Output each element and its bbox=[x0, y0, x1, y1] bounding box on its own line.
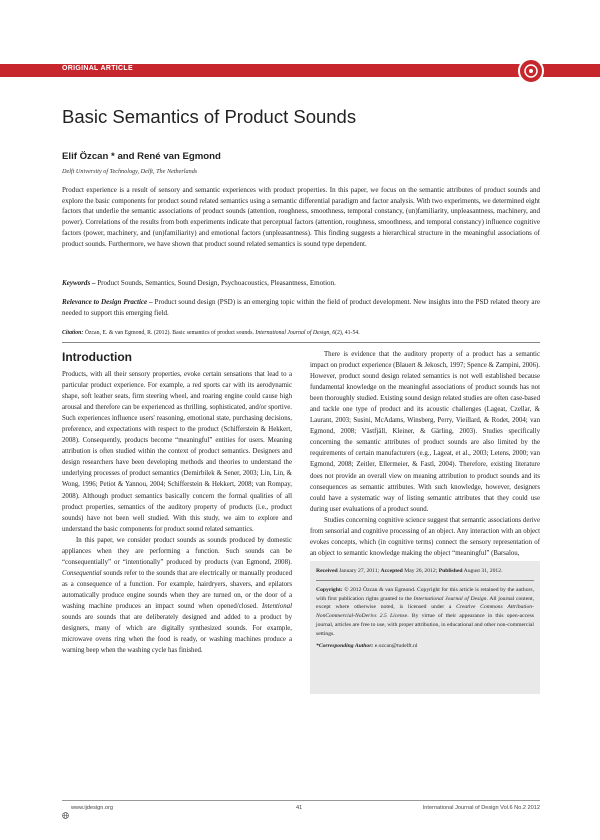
intro-p2-emphasis-intentional: Intentional bbox=[261, 602, 292, 610]
intro-paragraph-2 bbox=[62, 535, 292, 657]
introduction-heading: Introduction bbox=[62, 350, 132, 364]
page-number: 41 bbox=[296, 805, 303, 811]
relevance-label: Relevance to Design Practice – bbox=[62, 298, 153, 306]
intro-paragraph-1: Products, with all their sensory properties, evoke certain sensations that lead to a particular product experience. For example, a red sports car with its aerodynamic shape, soft leather seats, firm steering wheel, and roaring engine could cause high arousal and therefore can be experienced as thrilling, sophisticated, and/or sportive. Such experiences influence users' reasoning, emotional state, purchasing decisions, preference, and expectations with respect to the product (Schifferstein & Hekkert, 2008). Consequently, products become “meaningful” entities for users. Meaning attribution is often studied within the context of product semantics. Designers and design researchers have been developing methods and theories to understand the underlying processes of product semantics (Demirbilek & Sener, 2003; Lin, Lin, & Wong, 1996; Petiot & Yannou, 2004; Schifferstein & Hekkert, 2008; van Rompay, 2008). Although product semantics basically concern the formal qualities of all product properties, semantics of the auditory property of products (i.e., product sounds) have not been well studied. With this study, we aim to explore and understand the basic components for product sound related semantics. bbox=[62, 371, 292, 533]
license-link[interactable]: Creative Commons Attribution-NonCommercial-NoDerivs 2.5 License bbox=[316, 604, 534, 619]
intro-p2-part-a: In this paper, we consider product sounds as sounds produced by domestic appliances when they are performing a function. Such sounds can be “consequentially” or “intentionally” produced by products (van Egmond, 2008). bbox=[62, 536, 292, 566]
author-affiliation: Delft University of Technology, Delft, The Netherlands bbox=[62, 168, 198, 175]
journal-issue: International Journal of Design Vol.6 No.2 2012 bbox=[422, 805, 540, 811]
relevance-to-design-practice bbox=[62, 297, 540, 318]
intro-p2-emphasis-consequential: Consequential bbox=[62, 569, 102, 577]
article-type-label: ORIGINAL ARTICLE bbox=[62, 65, 133, 72]
intro-paragraph-3: There is evidence that the auditory property of a product has a semantic impact on product experience (Blauert & Jekosch, 1997; Spence & Zampini, 2006). However, product sound design related semantics is not well established because fundamental knowledge on the meaningful associations of product sounds has not been thoroughly studied. Existing sound design related studies are often case-based and tackle one type of product and its acoustic challenges (Lageat, Czellar, & Laurant, 2003; Susini, McAdams, Winsberg, Perry, Vieillard, & Rodet, 2004; van Egmond, 2008; Västfjäll, Kleiner, & Gärling, 2003). Studies specifically concerning the semantic attributes of product sounds are also limited by the requirements of certain manufacturers (e.g., Lageat, et al., 2003; Letens, 2000; van Egmond, 2008; Zeitler, Ellermeier, & Fastl, 2004). Therefore, existing literature does not provide an overall view on meaning attribution to product sounds and its consequences as semantic attributes. With such knowledge, however, designers could have a systematic way of listing semantic attributes that they could use during user evaluations of a product sound. bbox=[310, 351, 540, 513]
accepted-date: May 26, 2012; bbox=[404, 568, 438, 574]
copyright-text-c: . By virtue of their appearance in this open-access journal, articles are free to use, with proper attribution, in educational and other non-commercial settings. bbox=[316, 613, 534, 637]
footer-divider bbox=[62, 800, 540, 801]
corresponding-author bbox=[316, 642, 534, 651]
article-type-banner bbox=[0, 64, 600, 77]
globe-icon bbox=[62, 806, 69, 824]
keywords-text: Product Sounds, Semantics, Sound Design, Psychoacoustics, Pleasantness, Emotion. bbox=[97, 279, 336, 287]
received-label: Received bbox=[316, 568, 338, 574]
journal-website-link[interactable]: www.ijdesign.org bbox=[71, 805, 113, 811]
intro-p2-part-c: sounds are sounds that are deliberately designed and added to a product by designers, many of which are digitally synthesized sounds. For example, microwave ovens ring when the food is ready, or washing machines produce a warning beep when the washing cycle has finished. bbox=[62, 614, 292, 655]
article-info-box bbox=[310, 561, 540, 694]
article-title: Basic Semantics of Product Sounds bbox=[62, 106, 357, 127]
published-label: Published bbox=[438, 568, 463, 574]
journal-logo-icon bbox=[518, 58, 544, 84]
right-column bbox=[310, 349, 540, 559]
copyright-notice bbox=[316, 586, 534, 639]
copyright-text-b: . All journal content, except where otherwise noted, is licensed under a bbox=[316, 595, 534, 611]
citation-tail: (2), 41-54. bbox=[335, 330, 360, 336]
copyright-text-a: © 2012 Özcan & van Egmond. Copyright for this article is retained by the authors, with first publication rights granted to the bbox=[316, 586, 535, 602]
abstract: Product experience is a result of sensory and semantic experiences with product properties. In this paper, we focus on the semantic attributes of product sounds and explore the basic components for product sound related semantics using a semantic differential paradigm and factor analysis. With two experiments, we determined eight factors that underlie the semantic associations of product sounds (attention, roughness, smoothness, temporal constancy, (un)familiarity, unpleasantness, machinery, and power). Correlations of the results from both experiments indicate that perceptual factors (attention, roughness, smoothness, and temporal constancy) influence cognitive factors (power, machinery, and (un)familiarity) and emotional factors (unpleasantness). This finding suggests a hierarchical structure in the meaningful associations of product sounds. Furthermore, we have shown that product sound related semantics is sound type dependent. bbox=[62, 186, 540, 248]
corresponding-email[interactable]: e.ozcan@tudelft.nl bbox=[374, 643, 418, 650]
publication-dates bbox=[316, 567, 534, 576]
received-date: January 27, 2011; bbox=[339, 568, 380, 574]
citation-text: Özcan, E. & van Egmond, R. (2012). Basic semantics of product sounds. bbox=[84, 330, 254, 336]
left-column bbox=[62, 369, 292, 656]
infobox-divider bbox=[316, 580, 534, 581]
relevance-text: Product sound design (PSD) is an emerging topic within the field of product development. New insights into the PSD related theory are needed to support this emerging field. bbox=[62, 298, 540, 317]
accepted-label: Accepted bbox=[380, 568, 403, 574]
citation-label: Citation: bbox=[62, 330, 84, 336]
intro-p2-part-b: sounds refer to the sounds that are electrically or manually produced as a consequence of a function. For example, hairdryers, shavers, and epilators automatically produce engine sounds when they are turned on, or the door of a washing machine produces an impact sound when opened/closed. bbox=[62, 569, 292, 610]
keywords bbox=[62, 279, 540, 287]
keywords-label: Keywords – bbox=[62, 279, 96, 287]
corresponding-label: *Corresponding Author: bbox=[316, 643, 374, 650]
published-date: August 31, 2012. bbox=[463, 568, 503, 574]
section-divider bbox=[62, 342, 540, 343]
article-authors: Elif Özcan * and René van Egmond bbox=[62, 151, 221, 162]
citation bbox=[62, 330, 540, 336]
intro-paragraph-4: Studies concerning cognitive science suggest that semantic associations derive from sensorial and cognitive processing of an object. Any interaction with an object evokes concepts, which (in cognitive terms) connect the sensory representation of an object to semantic knowledge making the object “meaningful” (Barsalou, bbox=[310, 516, 540, 557]
copyright-label: Copyright: bbox=[316, 586, 343, 593]
citation-journal: International Journal of Design, 6 bbox=[255, 330, 336, 336]
copyright-journal: International Journal of Design bbox=[413, 595, 487, 602]
